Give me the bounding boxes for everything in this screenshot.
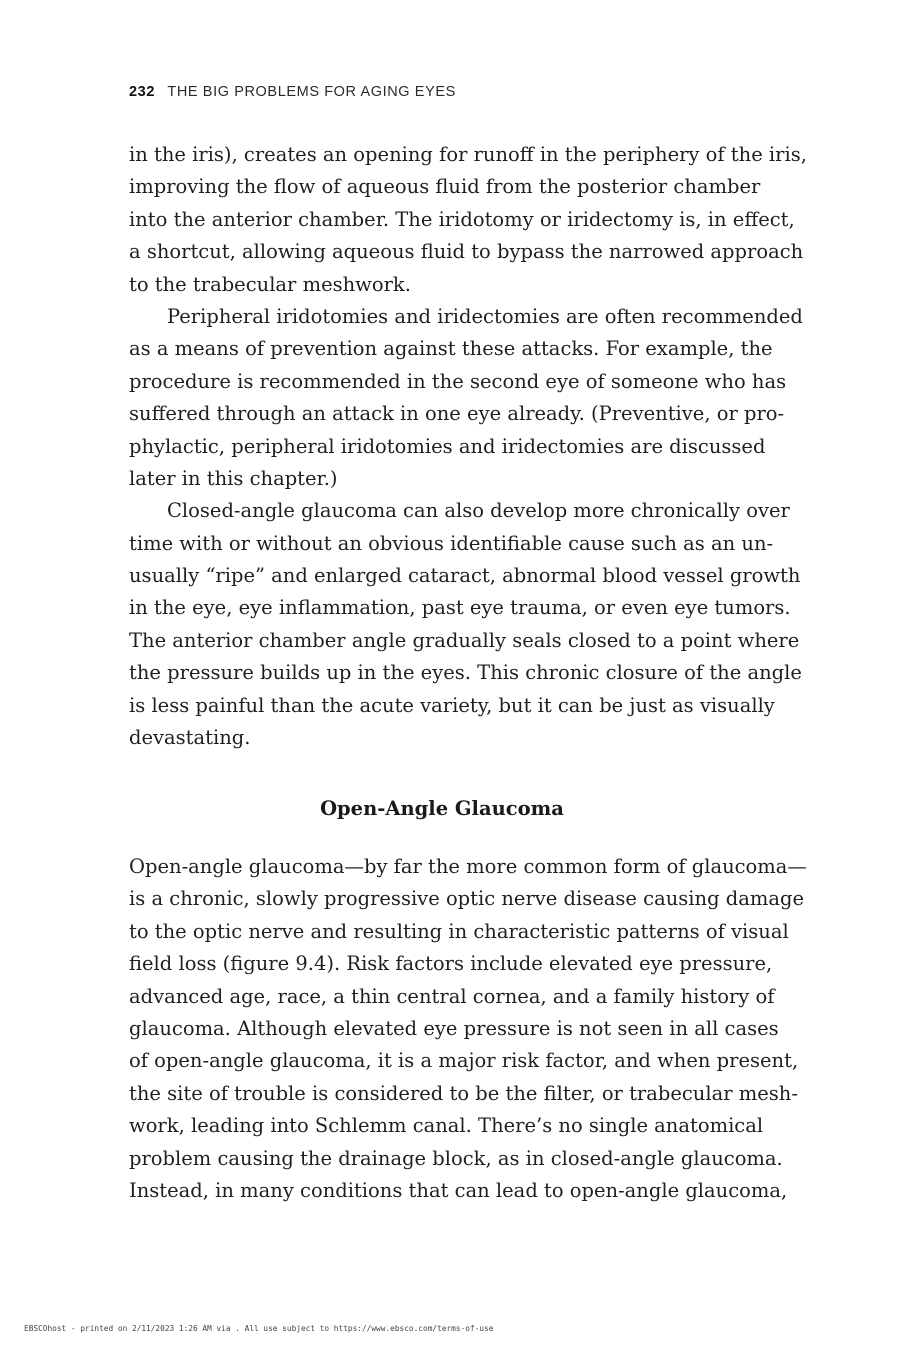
print-footer: EBSCOhost - printed on 2/11/2023 1:26 AM via . All use subject to https://www.ebsco.com/terms-of-use xyxy=(24,1324,494,1333)
body-text-top xyxy=(129,139,807,754)
text-line: The anterior chamber angle gradually seals closed to a point where xyxy=(129,628,800,652)
text-line: a shortcut, allowing aqueous fluid to bypass the narrowed approach xyxy=(129,240,804,264)
text-line: of open-angle glaucoma, it is a major risk factor, and when present, xyxy=(129,1049,799,1073)
text-line: phylactic, peripheral iridotomies and iridectomies are discussed xyxy=(129,434,766,458)
text-line: improving the flow of aqueous fluid from the posterior chamber xyxy=(129,175,761,199)
text-line: as a means of prevention against these attacks. For example, the xyxy=(129,337,773,361)
text-line: Instead, in many conditions that can lead to open-angle glaucoma, xyxy=(129,1178,788,1202)
text-line: Peripheral iridotomies and iridectomies are often recommended xyxy=(167,304,803,328)
running-title: THE BIG PROBLEMS FOR AGING EYES xyxy=(167,84,456,100)
text-line: to the trabecular meshwork. xyxy=(129,272,411,296)
text-line: field loss (figure 9.4). Risk factors include elevated eye pressure, xyxy=(129,952,773,976)
text-line: is less painful than the acute variety, but it can be just as visually xyxy=(129,693,775,717)
text-line: Closed-angle glaucoma can also develop more chronically over xyxy=(167,499,790,523)
text-line: the site of trouble is considered to be the filter, or trabecular mesh- xyxy=(129,1081,798,1105)
text-line: work, leading into Schlemm canal. There’s no single anatomical xyxy=(129,1114,764,1138)
section-heading: Open-Angle Glaucoma xyxy=(320,797,564,820)
text-line: into the anterior chamber. The iridotomy or iridectomy is, in effect, xyxy=(129,207,795,231)
text-line: procedure is recommended in the second eye of someone who has xyxy=(129,369,787,393)
text-line: suffered through an attack in one eye already. (Preventive, or pro- xyxy=(129,402,785,426)
text-line: later in this chapter.) xyxy=(129,466,338,490)
text-line: time with or without an obvious identifiable cause such as an un- xyxy=(129,531,774,555)
text-line: usually “ripe” and enlarged cataract, abnormal blood vessel growth xyxy=(129,564,801,588)
body-text-bottom xyxy=(129,851,807,1207)
page-number: 232 xyxy=(129,84,155,100)
text-line: in the iris), creates an opening for runoff in the periphery of the iris, xyxy=(129,143,807,166)
text-line: problem causing the drainage block, as in closed-angle glaucoma. xyxy=(129,1146,783,1170)
running-header xyxy=(129,84,456,100)
text-line: to the optic nerve and resulting in characteristic patterns of visual xyxy=(129,919,789,943)
text-line: advanced age, race, a thin central cornea, and a family history of xyxy=(129,984,775,1008)
text-line: is a chronic, slowly progressive optic nerve disease causing damage xyxy=(129,887,805,911)
text-line: Open-angle glaucoma—by far the more common form of glaucoma— xyxy=(129,855,807,878)
text-line: the pressure builds up in the eyes. This chronic closure of the angle xyxy=(129,661,802,685)
text-line: in the eye, eye inflammation, past eye trauma, or even eye tumors. xyxy=(129,596,791,620)
text-line: devastating. xyxy=(129,726,251,750)
text-line: glaucoma. Although elevated eye pressure is not seen in all cases xyxy=(129,1016,779,1040)
